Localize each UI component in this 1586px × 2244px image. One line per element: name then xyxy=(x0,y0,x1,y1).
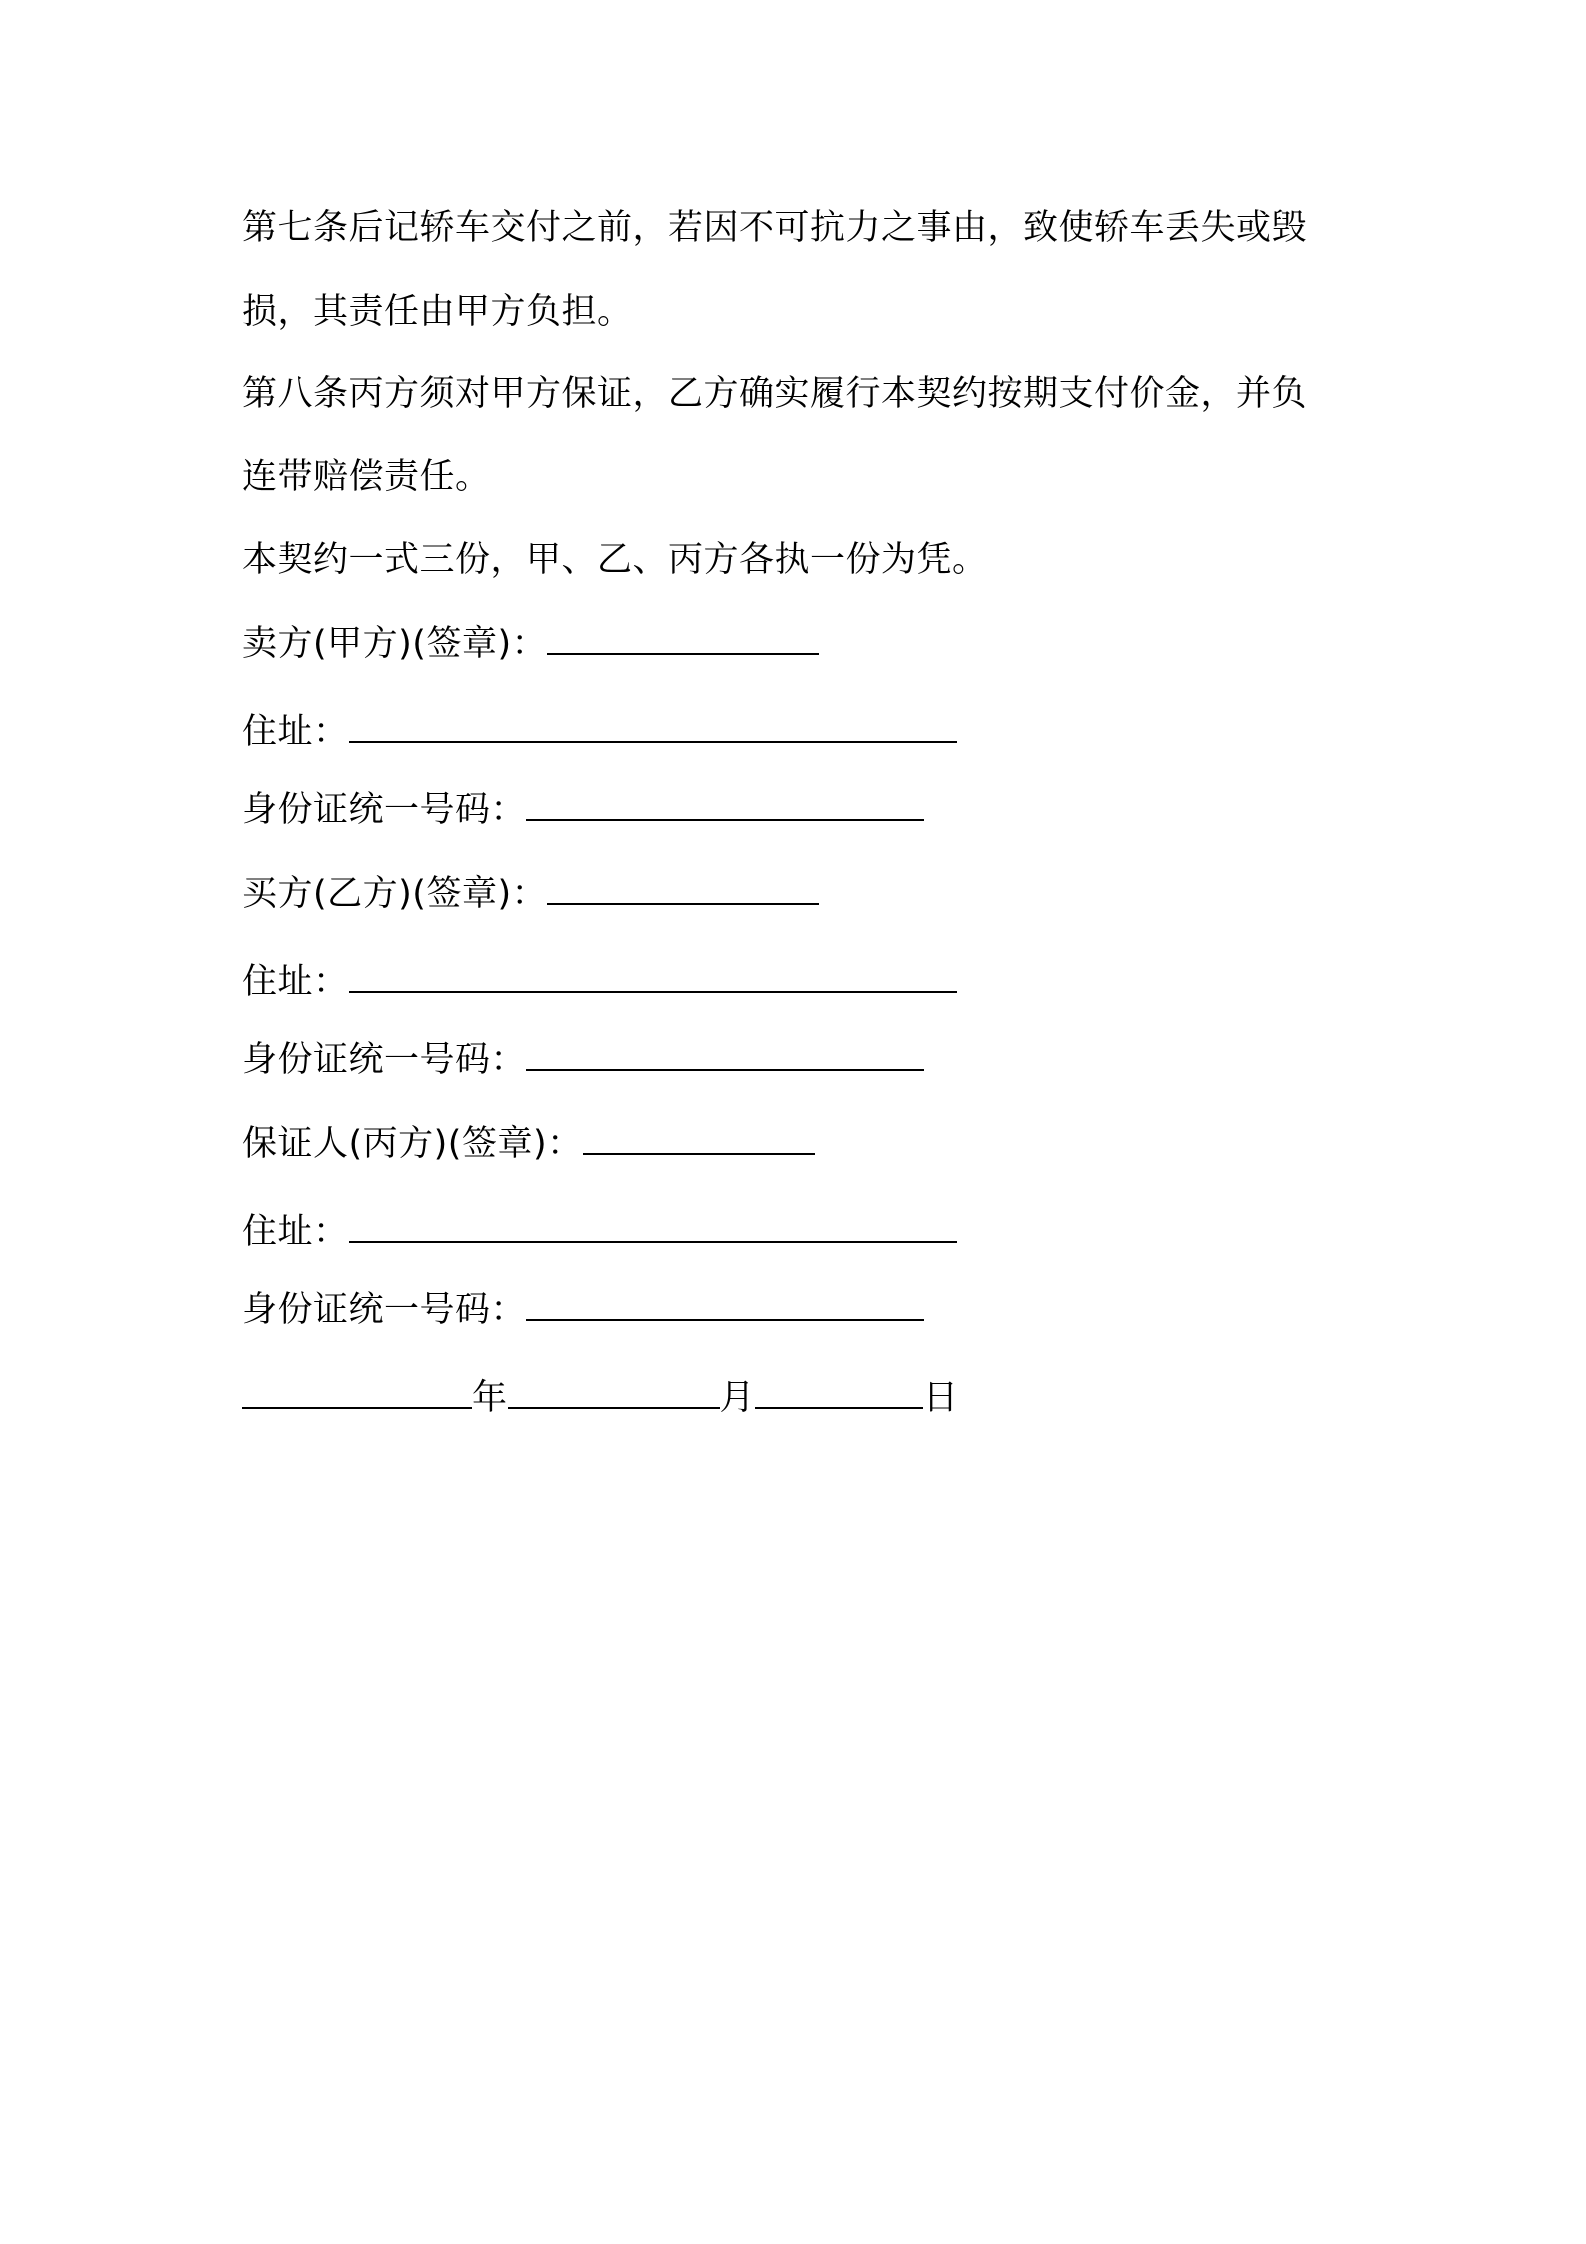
guarantor-signature-label: 保证人(丙方)(签章)： xyxy=(242,1124,583,1164)
buyer-id-label: 身份证统一号码： xyxy=(242,1040,527,1080)
seller-id-blank[interactable] xyxy=(526,789,924,821)
buyer-address-label: 住址： xyxy=(242,962,349,1002)
guarantor-signature-blank[interactable] xyxy=(583,1123,815,1155)
guarantor-address-row xyxy=(242,1210,957,1254)
article-7-line-1: 第七条后记轿车交付之前，若因不可抗力之事由，致使轿车丢失或毁 xyxy=(242,208,1308,248)
seller-address-label: 住址： xyxy=(242,712,349,752)
guarantor-id-blank[interactable] xyxy=(526,1289,924,1321)
seller-id-label: 身份证统一号码： xyxy=(242,790,527,830)
buyer-id-blank[interactable] xyxy=(526,1039,924,1071)
guarantor-id-row xyxy=(242,1288,924,1332)
buyer-signature-blank[interactable] xyxy=(547,873,819,905)
seller-address-row xyxy=(242,710,957,754)
guarantor-id-label: 身份证统一号码： xyxy=(242,1290,527,1330)
day-blank[interactable] xyxy=(755,1377,923,1409)
seller-signature-label: 卖方(甲方)(签章)： xyxy=(242,624,548,664)
buyer-address-blank[interactable] xyxy=(349,961,957,993)
year-label: 年 xyxy=(472,1378,508,1418)
guarantor-signature-row xyxy=(242,1122,815,1166)
seller-signature-row xyxy=(242,622,819,666)
date-row xyxy=(242,1376,959,1420)
article-8-line-2: 连带赔偿责任。 xyxy=(242,457,491,497)
day-label: 日 xyxy=(923,1378,959,1418)
buyer-signature-row xyxy=(242,872,819,916)
buyer-address-row xyxy=(242,960,957,1004)
guarantor-address-label: 住址： xyxy=(242,1212,349,1252)
seller-address-blank[interactable] xyxy=(349,711,957,743)
month-label: 月 xyxy=(719,1378,756,1418)
seller-signature-blank[interactable] xyxy=(547,623,819,655)
article-7-line-2: 损，其责任由甲方负担。 xyxy=(242,292,633,332)
year-blank[interactable] xyxy=(242,1377,472,1409)
guarantor-address-blank[interactable] xyxy=(349,1211,957,1243)
copies-clause: 本契约一式三份，甲、乙、丙方各执一份为凭。 xyxy=(242,540,988,580)
buyer-signature-label: 买方(乙方)(签章)： xyxy=(242,874,548,914)
buyer-id-row xyxy=(242,1038,924,1082)
article-8-line-1: 第八条丙方须对甲方保证，乙方确实履行本契约按期支付价金，并负 xyxy=(242,374,1308,414)
seller-id-row xyxy=(242,788,924,832)
month-blank[interactable] xyxy=(508,1377,720,1409)
